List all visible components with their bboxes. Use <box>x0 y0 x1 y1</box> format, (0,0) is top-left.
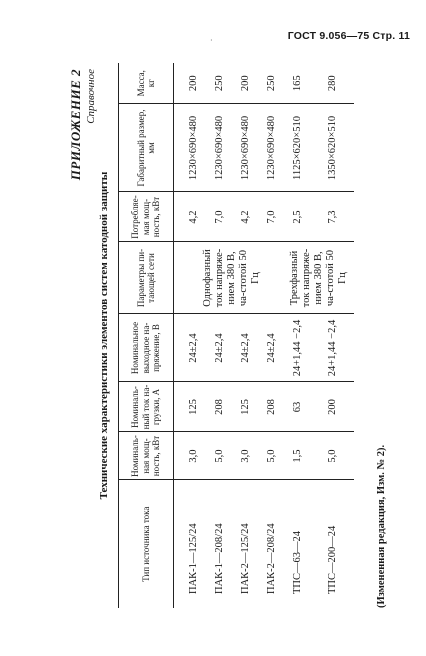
cell-voltage: 24±2,4 <box>206 314 232 382</box>
cell-size: 1230×690×480 <box>206 104 232 192</box>
page-header: ГОСТ 9.056—75 Стр. 11 <box>287 30 410 42</box>
cell-current: 208 <box>258 382 284 432</box>
appendix-block <box>68 69 97 180</box>
cell-mass: 280 <box>310 63 354 104</box>
characteristics-table <box>118 63 354 608</box>
cell-voltage: 24±2,4 <box>232 314 258 382</box>
cell-mass: 200 <box>232 63 258 104</box>
cell-type: ПАК-2—208/24 <box>265 523 277 594</box>
rotated-content <box>68 63 398 608</box>
cell-size: 1230×690×480 <box>174 104 207 192</box>
table-title: Технические характеристики элементов систем катодной защиты <box>98 171 110 500</box>
cell-voltage: 24±2,4 <box>174 314 207 382</box>
cell-mass: 165 <box>284 63 310 104</box>
cell-current: 63 <box>284 382 310 432</box>
col-header-current: Номиналь-ный ток на-грузки, А <box>119 382 174 432</box>
cell-power: 3,0 <box>232 432 258 480</box>
cell-consumed: 7,3 <box>310 192 354 242</box>
cell-mass: 250 <box>206 63 232 104</box>
table-header-row <box>119 63 174 608</box>
cell-size: 1350×620×510 <box>310 104 354 192</box>
col-header-type: Тип источника тока <box>119 480 174 608</box>
cell-size: 1230×690×480 <box>232 104 258 192</box>
col-header-network: Параметры пи-тающей сети <box>119 242 174 314</box>
scan-mark: · <box>210 36 213 45</box>
appendix-subtitle: Справочное <box>85 69 97 124</box>
cell-current: 125 <box>232 382 258 432</box>
table-row <box>284 63 310 608</box>
cell-type: ПАК-2—125/24 <box>239 523 251 594</box>
cell-size: 1230×690×480 <box>258 104 284 192</box>
cell-power: 5,0 <box>258 432 284 480</box>
col-header-size: Габаритный размер, мм <box>119 104 174 192</box>
cell-type: ТПС—200—24 <box>326 525 338 594</box>
cell-voltage: 24+1,44 −2,4 <box>310 314 354 382</box>
cell-mass: 250 <box>258 63 284 104</box>
col-header-mass: Масса, кг <box>119 63 174 104</box>
cell-power: 5,0 <box>310 432 354 480</box>
cell-power: 3,0 <box>174 432 207 480</box>
cell-size: 1125×620×510 <box>284 104 310 192</box>
cell-current: 208 <box>206 382 232 432</box>
cell-mass: 200 <box>174 63 207 104</box>
table-row <box>206 63 232 608</box>
cell-consumed: 4,2 <box>174 192 207 242</box>
cell-network-three-phase: Трехфазный ток напряже-нием 380 В, ча-стотой 50 Гц <box>284 242 354 314</box>
table-row <box>232 63 258 608</box>
table-row <box>258 63 284 608</box>
cell-type: ПАК-1—208/24 <box>213 523 225 594</box>
cell-type: ПАК-1—125/24 <box>187 523 199 594</box>
cell-voltage: 24±2,4 <box>258 314 284 382</box>
cell-current: 200 <box>310 382 354 432</box>
appendix-title: ПРИЛОЖЕНИЕ 2 <box>68 69 83 181</box>
cell-voltage: 24+1,44 −2,4 <box>284 314 310 382</box>
cell-current: 125 <box>174 382 207 432</box>
cell-consumed: 4,2 <box>232 192 258 242</box>
amendment-note: (Измененная редакция, Изм. № 2). <box>376 444 387 608</box>
table-row <box>174 63 207 608</box>
table-row <box>310 63 354 608</box>
cell-consumed: 7,0 <box>258 192 284 242</box>
cell-power: 1,5 <box>284 432 310 480</box>
cell-network-single-phase: Однофазный ток напряже-нием 380 В, ча-стотой 50 Гц <box>174 242 285 314</box>
cell-power: 5,0 <box>206 432 232 480</box>
cell-type: ТПС—63—24 <box>291 531 303 594</box>
col-header-voltage: Номинальное выходное на-пряжение, В <box>119 314 174 382</box>
cell-consumed: 2,5 <box>284 192 310 242</box>
cell-consumed: 7,0 <box>206 192 232 242</box>
col-header-consumed: Потребляе-мая мощ-ность, кВт <box>119 192 174 242</box>
col-header-power: Номиналь-ная мощ-ность, кВт <box>119 432 174 480</box>
